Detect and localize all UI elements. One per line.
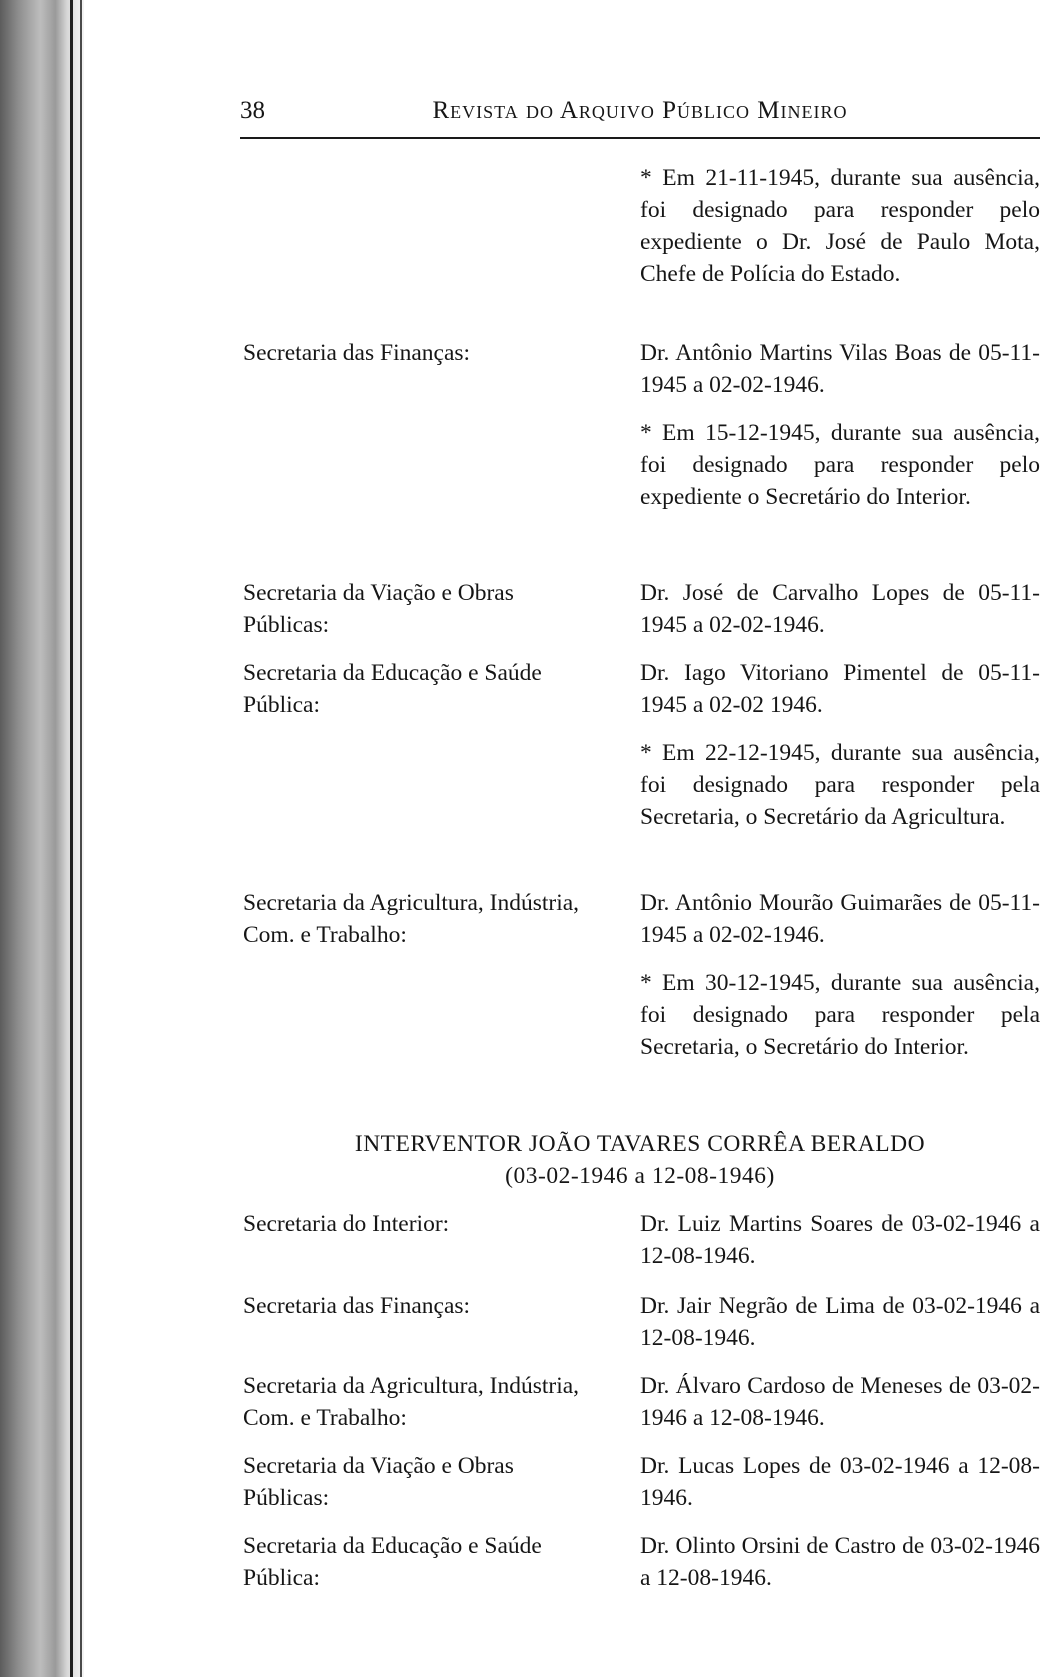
page-header [240, 97, 1040, 131]
substitution-note: * Em 22-12-1945, durante sua ausência, foi designado para responder pela Secretaria, o Secretário da Agricultura. [640, 740, 1040, 830]
header-rule [240, 137, 1040, 139]
binding-edge-line-inner [80, 0, 82, 1677]
section-period: (03-02-1946 a 12-08-1946) [505, 1163, 775, 1189]
substitution-note: * Em 21-11-1945, durante sua ausência, foi designado para responder pelo expediente o Dr. José de Paulo Mota, Chefe de Polícia do Estado. [640, 165, 1040, 287]
incumbent-entry: Dr. Lucas Lopes de 03-02-1946 a 12-08-1946. [640, 1453, 1040, 1511]
department-name: Secretaria da Agricultura, Indústria, Com. e Trabalho: [243, 1373, 580, 1431]
department-name: Secretaria da Viação e Obras Públicas: [243, 1453, 514, 1511]
incumbent-entry: Dr. Jair Negrão de Lima de 03-02-1946 a 12-08-1946. [640, 1293, 1040, 1351]
department-name: Secretaria das Finanças: [243, 1293, 471, 1319]
incumbent-entry: Dr. Luiz Martins Soares de 03-02-1946 a 12-08-1946. [640, 1211, 1040, 1269]
incumbent-entry: Dr. Álvaro Cardoso de Meneses de 03-02-1946 a 12-08-1946. [640, 1373, 1040, 1431]
department-name: Secretaria da Viação e Obras Públicas: [243, 580, 514, 638]
incumbent-entry: Dr. Olinto Orsini de Castro de 03-02-1946 a 12-08-1946. [640, 1533, 1040, 1591]
department-name: Secretaria da Agricultura, Indústria, Com. e Trabalho: [243, 890, 580, 948]
department-name: Secretaria do Interior: [243, 1211, 450, 1237]
substitution-note: * Em 15-12-1945, durante sua ausência, foi designado para responder pelo expediente o Secretário do Interior. [640, 420, 1040, 510]
page-number: 38 [240, 97, 265, 124]
running-title: Revista do Arquivo Público Mineiro [432, 97, 848, 124]
incumbent-entry: Dr. José de Carvalho Lopes de 05-11-1945 a 02-02-1946. [640, 580, 1040, 638]
substitution-note: * Em 30-12-1945, durante sua ausência, foi designado para responder pela Secretaria, o Secretário do Interior. [640, 970, 1040, 1060]
department-name: Secretaria da Educação e Saúde Pública: [243, 1533, 542, 1591]
incumbent-entry: Dr. Antônio Mourão Guimarães de 05-11-1945 a 02-02-1946. [640, 890, 1040, 948]
department-name: Secretaria da Educação e Saúde Pública: [243, 660, 542, 718]
section-heading: INTERVENTOR JOÃO TAVARES CORRÊA BERALDO [354, 1131, 926, 1157]
binding-edge-line [70, 0, 73, 1677]
incumbent-entry: Dr. Iago Vitoriano Pimentel de 05-11-1945 a 02-02 1946. [640, 660, 1040, 718]
incumbent-entry: Dr. Antônio Martins Vilas Boas de 05-11-1945 a 02-02-1946. [640, 340, 1040, 398]
department-name: Secretaria das Finanças: [243, 340, 471, 366]
